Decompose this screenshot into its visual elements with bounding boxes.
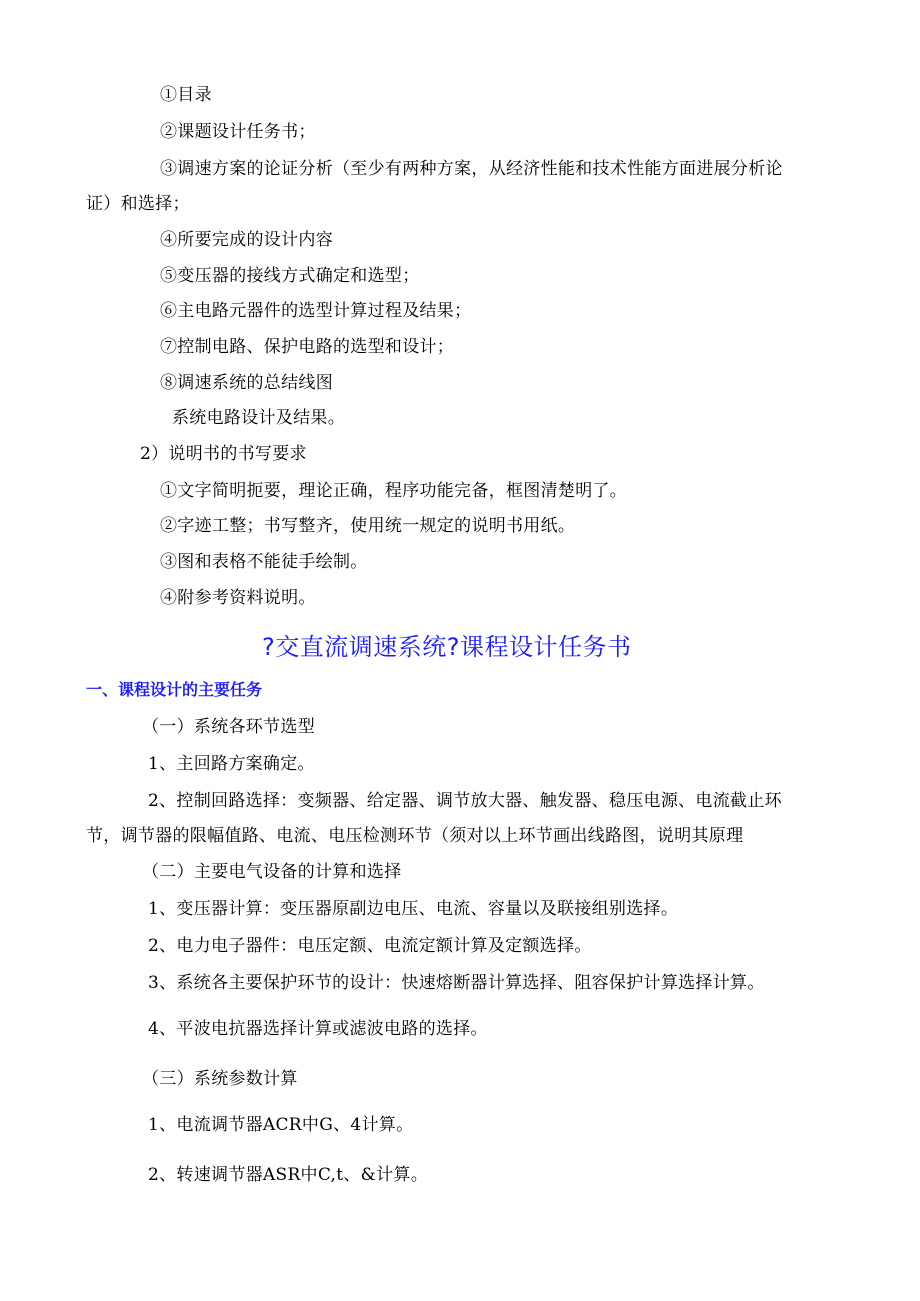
part2-item-2: 2、电力电子器件：电压定额、电流定额计算及定额选择。: [148, 936, 592, 956]
part1-item-1: 1、主回路方案确定。: [148, 754, 315, 774]
req-item-6: ⑥主电路元器件的选型计算过程及结果；: [160, 301, 472, 321]
part1-item-2-cont: 节，调节器的限幅值路、电流、电压检测环节（须对以上环节画出线路图，说明其原理: [86, 826, 744, 846]
document-title: ?交直流调速系统?课程设计任务书: [262, 633, 632, 661]
req-item-8-cont: 系统电路设计及结果。: [172, 408, 345, 428]
req-item-8: ⑧调速系统的总结线图: [160, 373, 333, 393]
writing-requirements-heading: 2）说明书的书写要求: [140, 444, 307, 464]
req-item-2: ②课题设计任务书；: [160, 122, 316, 142]
writing-item-2: ②字迹工整；书写整齐，使用统一规定的说明书用纸。: [160, 516, 576, 536]
req-item-1: ①目录: [160, 85, 212, 105]
part3-item-1: 1、电流调节器ACR中G、4计算。: [148, 1115, 414, 1135]
req-item-4: ④所要完成的设计内容: [160, 230, 333, 250]
writing-item-4: ④附参考资料说明。: [160, 588, 316, 608]
part1-heading: （一）系统各环节选型: [142, 717, 315, 737]
writing-item-1: ①文字简明扼要，理论正确，程序功能完备，框图清楚明了。: [160, 481, 628, 501]
part2-item-1: 1、变压器计算：变压器原副边电压、电流、容量以及联接组别选择。: [148, 899, 679, 919]
part3-item-2: 2、转速调节器ASR中C,t、&计算。: [148, 1165, 429, 1185]
section-heading-main-tasks: 一、课程设计的主要任务: [86, 680, 263, 699]
req-item-3-cont: 证）和选择；: [86, 194, 190, 214]
writing-item-3: ③图和表格不能徒手绘制。: [160, 552, 368, 572]
req-item-3: ③调速方案的论证分析（至少有两种方案，从经济性能和技术性能方面进展分析论: [160, 159, 783, 179]
part1-item-2: 2、控制回路选择：变频器、给定器、调节放大器、触发器、稳压电源、电流截止环: [148, 791, 782, 811]
part2-heading: （二）主要电气设备的计算和选择: [142, 862, 402, 882]
part2-item-4: 4、平波电抗器选择计算或滤波电路的选择。: [148, 1019, 488, 1039]
part2-item-3: 3、系统各主要保护环节的设计：快速熔断器计算选择、阻容保护计算选择计算。: [148, 973, 765, 993]
req-item-7: ⑦控制电路、保护电路的选型和设计；: [160, 337, 455, 357]
part3-heading: （三）系统参数计算: [142, 1069, 298, 1089]
req-item-5: ⑤变压器的接线方式确定和选型；: [160, 266, 420, 286]
